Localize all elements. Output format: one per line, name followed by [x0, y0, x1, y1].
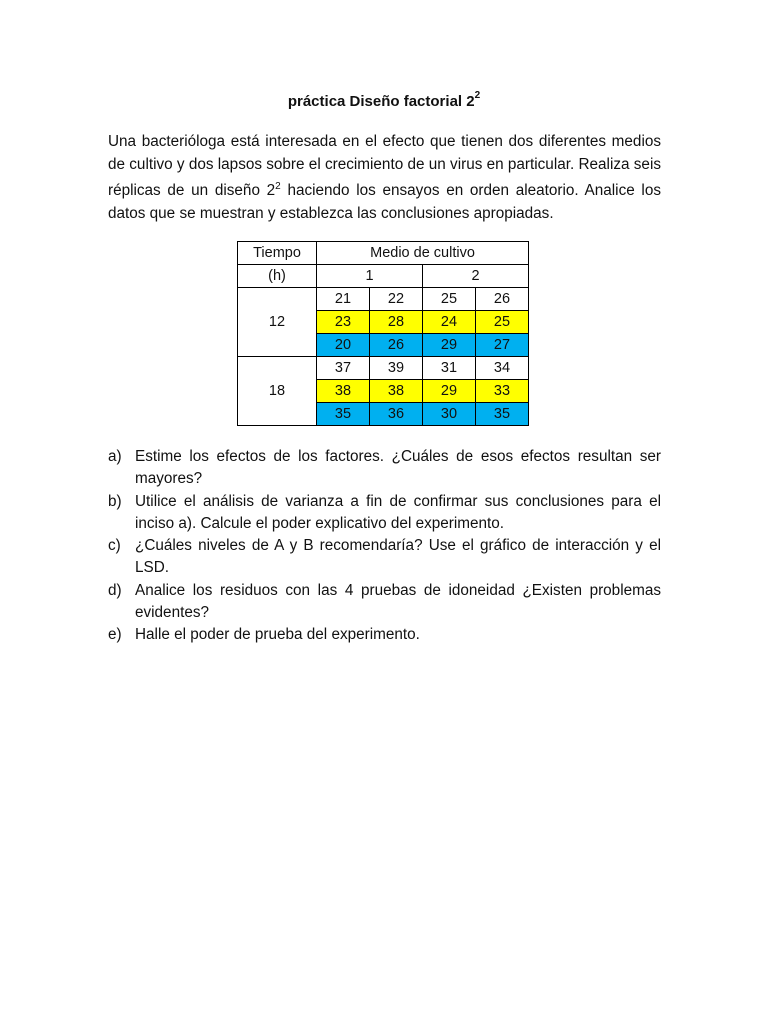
table-cell: 22 — [370, 288, 423, 311]
table-subheader-row — [238, 265, 529, 288]
table-cell: 31 — [423, 357, 476, 380]
table-cell: 21 — [317, 288, 370, 311]
table-header-row — [238, 242, 529, 265]
medio-level-1: 1 — [317, 265, 423, 288]
table-cell: 33 — [476, 380, 529, 403]
table-cell: 39 — [370, 357, 423, 380]
table-cell: 36 — [370, 403, 423, 426]
table-cell: 38 — [317, 380, 370, 403]
list-item — [108, 446, 661, 491]
intro-text-1: Una bacterióloga está interesada en el efecto que tienen dos diferentes medios de cultivo y dos lapsos sobre el crecimiento de un virus en particular. Realiza seis réplicas de un diseño 2 — [108, 133, 661, 200]
tiempo-cell: 12 — [238, 288, 317, 357]
table-cell: 35 — [476, 403, 529, 426]
table-row — [238, 357, 529, 380]
intro-text-2: haciendo los ensayos en orden aleatorio. Analice los datos que se muestran y establezca las conclusiones apropiadas. — [108, 182, 661, 222]
question-text: Analice los residuos con las 4 pruebas de idoneidad ¿Existen problemas evidentes? — [135, 581, 661, 622]
table-row — [238, 288, 529, 311]
header-medio: Medio de cultivo — [317, 242, 529, 265]
table-cell: 20 — [317, 334, 370, 357]
list-item — [108, 580, 661, 625]
question-marker: e) — [108, 626, 122, 644]
table-cell: 23 — [317, 311, 370, 334]
table-cell: 27 — [476, 334, 529, 357]
intro-paragraph — [108, 131, 661, 225]
table-cell: 24 — [423, 311, 476, 334]
table-cell: 26 — [370, 334, 423, 357]
question-text: ¿Cuáles niveles de A y B recomendaría? Use el gráfico de interacción y el LSD. — [135, 537, 661, 577]
question-marker: c) — [108, 537, 121, 555]
table-cell: 29 — [423, 380, 476, 403]
question-marker: d) — [108, 581, 122, 599]
table-cell: 29 — [423, 334, 476, 357]
table-cell: 38 — [370, 380, 423, 403]
tiempo-cell: 18 — [238, 357, 317, 426]
page-title — [0, 92, 768, 110]
question-text: Halle el poder de prueba del experimento. — [135, 626, 420, 644]
table-cell: 25 — [476, 311, 529, 334]
table-cell: 26 — [476, 288, 529, 311]
table-cell: 30 — [423, 403, 476, 426]
title-text: práctica Diseño factorial 2 — [287, 93, 475, 110]
header-units: (h) — [238, 265, 317, 288]
question-text: Utilice el análisis de varianza a fin de confirmar sus conclusiones para el inciso a). Calcule el poder explicativo del experimento. — [135, 492, 661, 532]
question-marker: a) — [108, 448, 122, 465]
table-cell: 35 — [317, 403, 370, 426]
medio-level-2: 2 — [423, 265, 529, 288]
list-item — [108, 624, 661, 646]
table-cell: 37 — [317, 357, 370, 380]
table-cell: 34 — [476, 357, 529, 380]
question-marker: b) — [108, 492, 122, 510]
intro-superscript: 2 — [275, 181, 281, 192]
header-tiempo: Tiempo — [238, 242, 317, 265]
data-table — [237, 241, 529, 426]
title-superscript: 2 — [474, 90, 481, 101]
list-item — [108, 491, 661, 536]
questions-list — [108, 446, 661, 647]
question-text: Estime los efectos de los factores. ¿Cuáles de esos efectos resultan ser mayores? — [135, 448, 661, 488]
list-item — [108, 535, 661, 580]
table-cell: 25 — [423, 288, 476, 311]
table-cell: 28 — [370, 311, 423, 334]
